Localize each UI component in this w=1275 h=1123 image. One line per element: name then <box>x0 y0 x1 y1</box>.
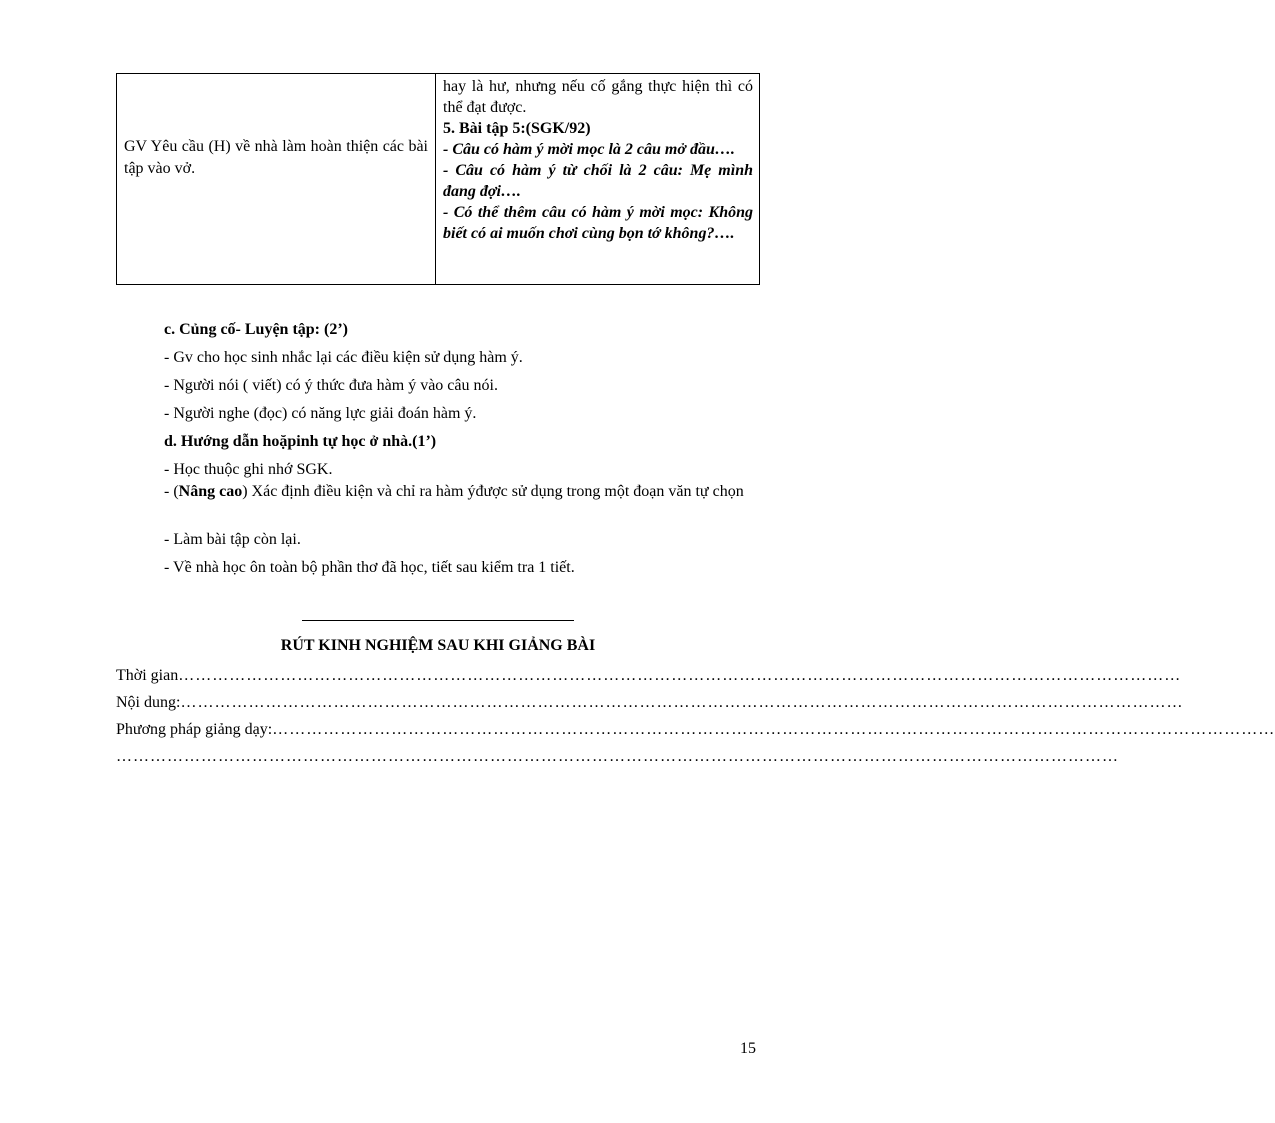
lesson-table <box>116 73 760 285</box>
review-row-content: Nội dung: …………………………………………………………………………………………………………………………………………………………… <box>116 694 1184 711</box>
table-row <box>117 74 760 285</box>
review-row-method: Phương pháp giảng dạy: …………………………………………………………………………………………………………………………………………………………… <box>116 721 1275 738</box>
teacher-activity-cell <box>117 74 436 285</box>
exercise-item: - Câu có hàm ý từ chối là 2 câu: Mẹ mình đang đợi…. <box>443 162 753 200</box>
teacher-activity-text: GV Yêu cầu (H) về nhà làm hoàn thiện các bài tập vào vở. <box>124 138 428 177</box>
review-title: RÚT KINH NGHIỆM SAU KHI GIẢNG BÀI <box>280 637 596 654</box>
review-row-time: Thời gian …………………………………………………………………………………………………………………………………………………………… <box>116 667 1182 684</box>
exercise-item: - Câu có hàm ý mời mọc là 2 câu mở đầu…. <box>443 141 735 158</box>
list-item: - Người nói ( viết) có ý thức đưa hàm ý vào câu nói. <box>164 377 498 394</box>
list-item: - Làm bài tập còn lại. <box>164 531 301 548</box>
section-d-heading: d. Hướng dẫn hoặpinh tự học ở nhà.(1’) <box>164 433 437 450</box>
advanced-task <box>116 481 760 503</box>
section-divider <box>302 620 574 621</box>
consolidation-section <box>116 316 760 484</box>
review-form <box>116 662 1275 770</box>
exercise-item: - Có thể thêm câu có hàm ý mời mọc: Không biết có ai muốn chơi cùng bọn tớ không?…. <box>443 204 753 242</box>
continuation-text: hay là hư, nhưng nếu cố gắng thực hiện thì có thể đạt được. <box>443 78 753 116</box>
list-item: - (Nâng cao) Xác định điều kiện và chỉ ra hàm ýđược sử dụng trong một đoạn văn tự chọn <box>164 483 744 500</box>
advanced-label: Nâng cao <box>178 483 243 500</box>
section-c-heading: c. Củng cố- Luyện tập: (2’) <box>164 321 348 338</box>
list-item: - Về nhà học ôn toàn bộ phần thơ đã học, tiết sau kiểm tra 1 tiết. <box>164 559 575 576</box>
student-activity-cell <box>436 74 760 285</box>
exercise-heading: 5. Bài tập 5:(SGK/92) <box>443 120 591 137</box>
list-item: - Người nghe (đọc) có năng lực giải đoán hàm ý. <box>164 405 477 422</box>
list-item: - Gv cho học sinh nhắc lại các điều kiện sử dụng hàm ý. <box>164 349 523 366</box>
review-row-blank: …………………………………………………………………………………………………………………………………………………………… <box>116 748 1119 765</box>
page-number: 15 <box>740 1040 756 1057</box>
list-item: - Học thuộc ghi nhớ SGK. <box>164 461 333 478</box>
homework-section <box>116 526 760 582</box>
